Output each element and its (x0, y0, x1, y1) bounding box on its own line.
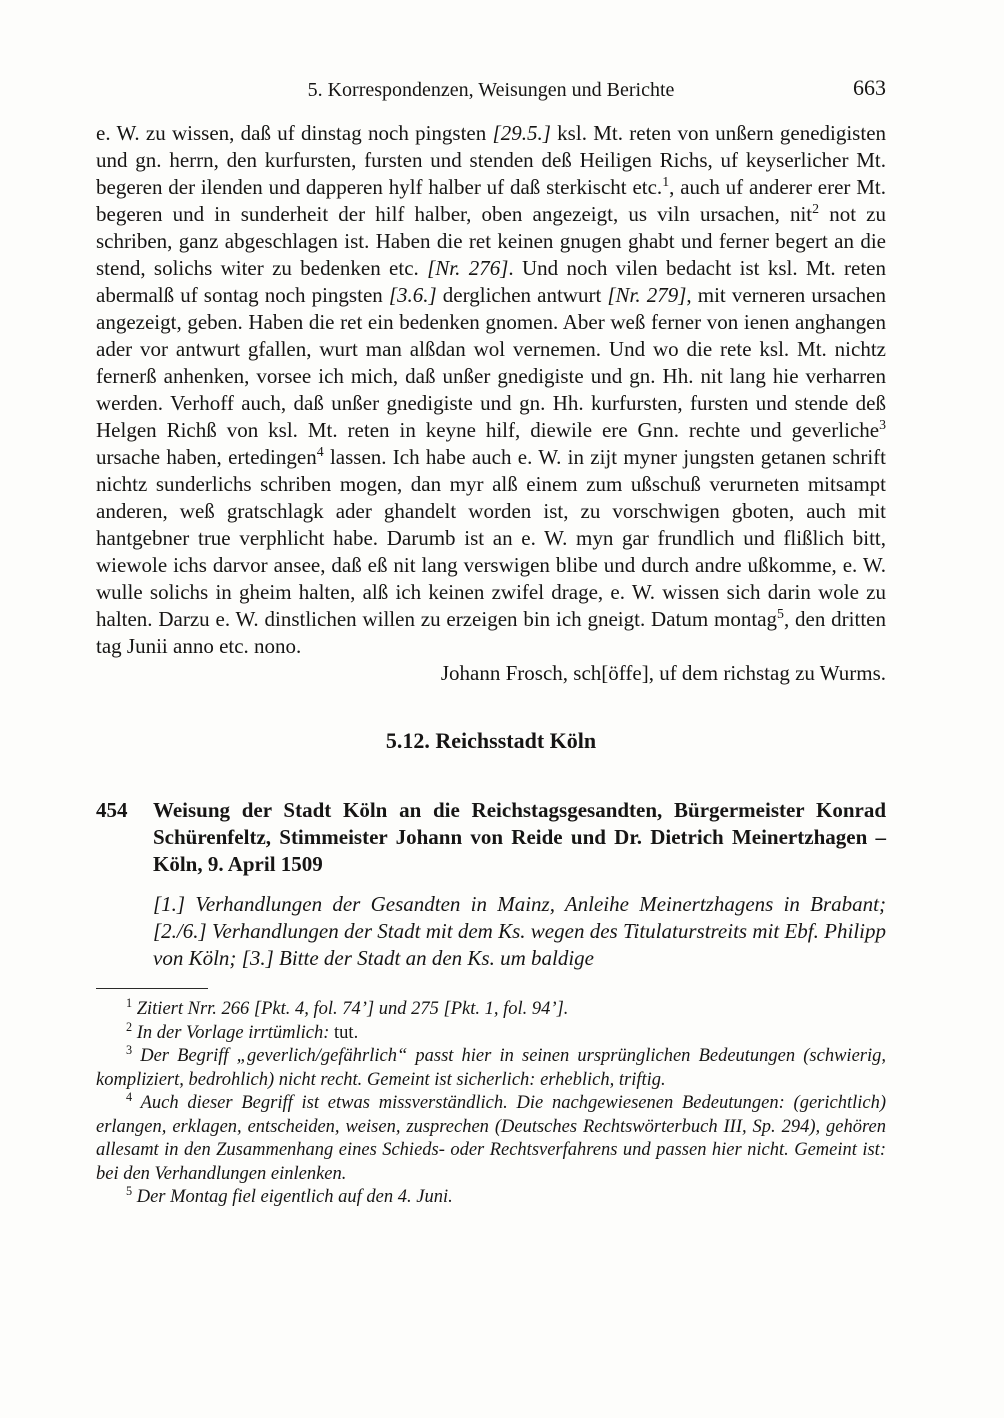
entry-number: 454 (96, 798, 128, 822)
letter-body: e. W. zu wissen, daß uf dinstag noch pingsten [29.5.] ksl. Mt. reten von unßern genedigisten und gn. herrn, den kurfursten, fursten und stenden deß Heiligen Richs, uf keyserlicher Mt. begeren der ilenden und dapperen hylf halber uf daß sterkischt etc.$^1$, auch uf anderer erer Mt. begeren und in sunderheit der hilf halber, oben angezeigt, us viln ursachen, nit$^2$ not zu schriben, ganz abgeschlagen ist. Haben die ret keinen gnugen ghabt und ferner begert an die stend, solichs witer zu bedenken etc. [Nr. 276]. Und noch vilen bedacht ist ksl. Mt. reten abermalß uf sontag noch pingsten [3.6.] derglichen antwurt [Nr. 279], mit verneren ursachen angezeigt, geben. Haben die ret ein bedenken gnomen. Aber weß ferner von ienen anghangen ader vor antwurt gfallen, wurt man alßdan wol vernemen. Und wo die rete ksl. Mt. nichtz fernerß anhenken, vorsee ich mich, daß unßer gnedigiste und gn. Hh. nit lang hie verharren werden. Verhoff auch, daß unßer gnedigiste und gn. Hh. kurfursten, fursten und stende deß Helgen Richß von ksl. Mt. reten in keyne hilf, diewile ere Gnn. rechte und geverliche$^3$ ursache haben, ertedingen$^4$ lassen. Ich habe auch e. W. in zijt myner jungsten getanen schrift nichtz sunderlichs schriben mogen, dan myr alß einem zum ußschuß verurneten mitsampt anderen, weß gratschlagk ader ghandelt worden ist, zu vorschwigen gboten, auch mit hantgebner true verphlicht habe. Darumb ist an e. W. myn gar frundlich und flißlich bitt, wiewole ichs darvor ansee, daß eß nit lang verswigen blibe und durch andre ußkomme, e. W. wulle solichs in gheim halten, alß ich keinen zwifel drage, e. W. wissen sich darin wole zu halten. Darzu e. W. dinstlichen willen zu erzeigen bin ich gneigt. Datum montag$^5$, den dritten tag Junii anno etc. nono. (96, 121, 887, 658)
section-heading: 5.12. Reichsstadt Köln (385, 728, 597, 753)
footnote-separator (96, 988, 208, 989)
footnote-2: $^2$ In der Vorlage irrtümlich: tut. (126, 1019, 359, 1043)
page-number: 663 (853, 75, 886, 100)
footnote-1: $^1$ Zitiert Nrr. 266 [Pkt. 4, fol. 74’] und 275 [Pkt. 1, fol. 94’]. (126, 995, 569, 1019)
entry-454 (96, 797, 886, 972)
footnote-5: $^5$ Der Montag fiel eigentlich auf den 4. Juni. (126, 1183, 453, 1207)
signature-line: Johann Frosch, sch[öffe], uf dem richstag zu Wurms. (440, 661, 886, 685)
running-title: 5. Korrespondenzen, Weisungen und Berichte (307, 79, 675, 101)
entry-summary: [1.] Verhandlungen der Gesandten in Mainz, Anleihe Meinertzhagens in Brabant; [2./6.] Verhandlungen der Stadt mit dem Ks. wegen des Titulaturstreits mit Ebf. Philipp von Köln; [3.] Bitte der Stadt an den Ks. um baldige (153, 892, 886, 970)
page-header (96, 75, 886, 102)
entry-body (153, 797, 886, 972)
footnote-3: $^3$ Der Begriff „geverlich/gefährlich“ passt hier in seinen ursprünglichen Bedeutungen (schwierig, kompliziert, bedrohlich) nicht recht. Gemeint ist sicherlich: erheblich, triftig. (96, 1042, 886, 1090)
footnotes-block (96, 995, 886, 1210)
footnote-4: $^4$ Auch dieser Begriff ist etwas missverständlich. Die nachgewiesenen Bedeutungen: (gerichtlich) erlangen, erklagen, entscheiden, weisen, zusprechen (Deutsches Rechtswörterbuch III, Sp. 294), gehören allesamt in den Zusammenhang eines Schieds- oder Rechtsverfahrens und passen hier nicht. Gemeint ist: bei den Verhandlungen einlenken. (96, 1089, 886, 1184)
entry-heading: Weisung der Stadt Köln an die Reichstagsgesandten, Bürgermeister Konrad Schürenfeltz, Stimmeister Johann von Reide und Dr. Dietrich Meinertzhagen – Köln, 9. April 1509 (153, 798, 886, 876)
